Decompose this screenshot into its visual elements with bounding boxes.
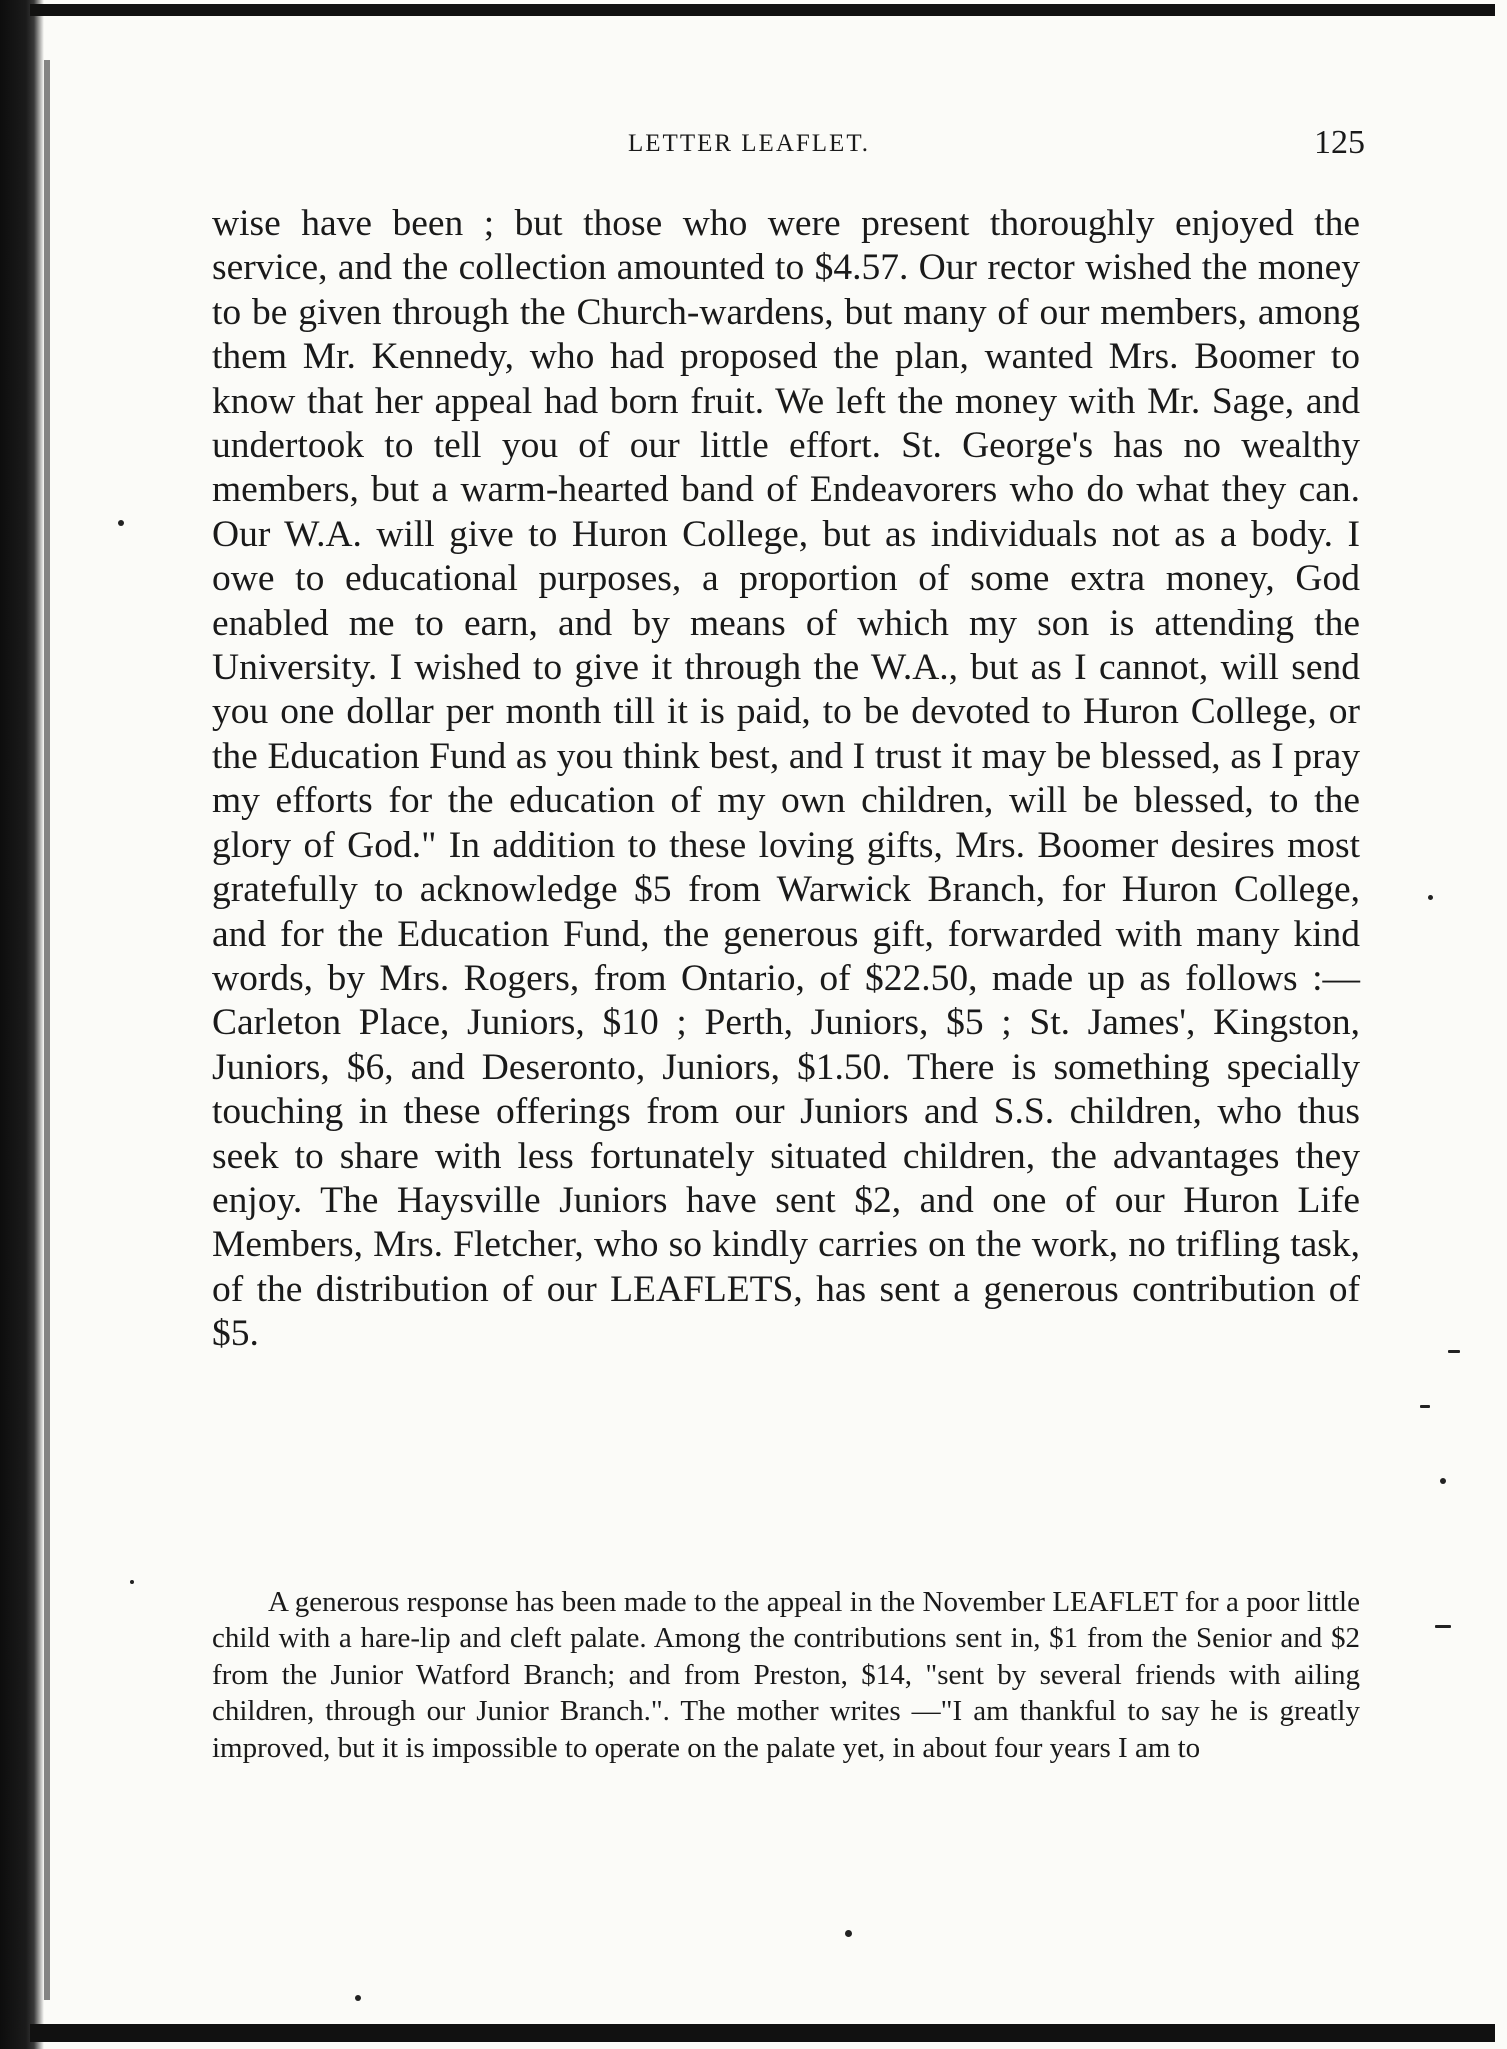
running-title: LETTER LEAFLET.: [628, 130, 870, 157]
scan-speck: [118, 520, 124, 526]
scan-speck: [1420, 1405, 1430, 1408]
scan-speck: [355, 1995, 361, 2001]
scan-speck: [1428, 895, 1433, 900]
main-paragraph: wise have been ; but those who were present thoroughly enjoyed the service, and the collection amounted to $4.57. Our rector wished the money to be given through the Church-wardens, but many of our members, among them Mr. Kennedy, who had proposed the plan, wanted Mrs. Boomer to know that her appeal had born fruit. We left the money with Mr. Sage, and undertook to tell you of our little effort. St. George's has no wealthy members, but a warm-hearted band of Endeavorers who do what they can. Our W.A. will give to Huron College, but as individuals not as a body. I owe to educational purposes, a proportion of some extra money, God enabled me to earn, and by means of which my son is attending the University. I wished to give it through the W.A., but as I cannot, will send you one dollar per month till it is paid, to be devoted to Huron College, or the Education Fund as you think best, and I trust it may be blessed, as I pray my efforts for the education of my own children, will be blessed, to the glory of God." In addition to these loving gifts, Mrs. Boomer desires most gratefully to acknowledge $5 from Warwick Branch, for Huron College, and for the Education Fund, the generous gift, forwarded with many kind words, by Mrs. Rogers, from Ontario, of $22.50, made up as follows :—Carleton Place, Juniors, $10 ; Perth, Juniors, $5 ; St. James', Kingston, Juniors, $6, and Deseronto, Juniors, $1.50. There is something specially touching in these offerings from our Juniors and S.S. children, who thus seek to share with less fortunately situated children, the advantages they enjoy. The Haysville Juniors have sent $2, and one of our Huron Life Members, Mrs. Fletcher, who so kindly carries on the work, no trifling task, of the distribution of our LEAFLETS, has sent a generous contribution of $5.: [212, 203, 1360, 1355]
note-paragraph: A generous response has been made to the appeal in the November LEAFLET for a poor little child with a hare-lip and cleft palate. Among the contributions sent in, $1 from the Senior and $2 from the Junior Watford Branch; and from Preston, $14, "sent by several friends with ailing children, through our Junior Branch.". The mother writes —"I am thankful to say he is greatly improved, but it is impossible to operate on the palate yet, in about four years I am to: [212, 1586, 1360, 1764]
page-header: [215, 124, 1365, 170]
scan-speck: [1440, 1478, 1446, 1484]
top-border-rule: [30, 4, 1495, 16]
scan-speck: [1435, 1625, 1451, 1628]
page-binding-edge: [0, 0, 44, 2049]
page-number: 125: [1314, 124, 1365, 161]
scan-speck: [845, 1930, 852, 1937]
scan-speck: [130, 1580, 134, 1584]
bottom-border-rule: [30, 2024, 1495, 2042]
page-binding-shadow: [44, 60, 50, 2000]
scan-speck: [1448, 1350, 1460, 1353]
